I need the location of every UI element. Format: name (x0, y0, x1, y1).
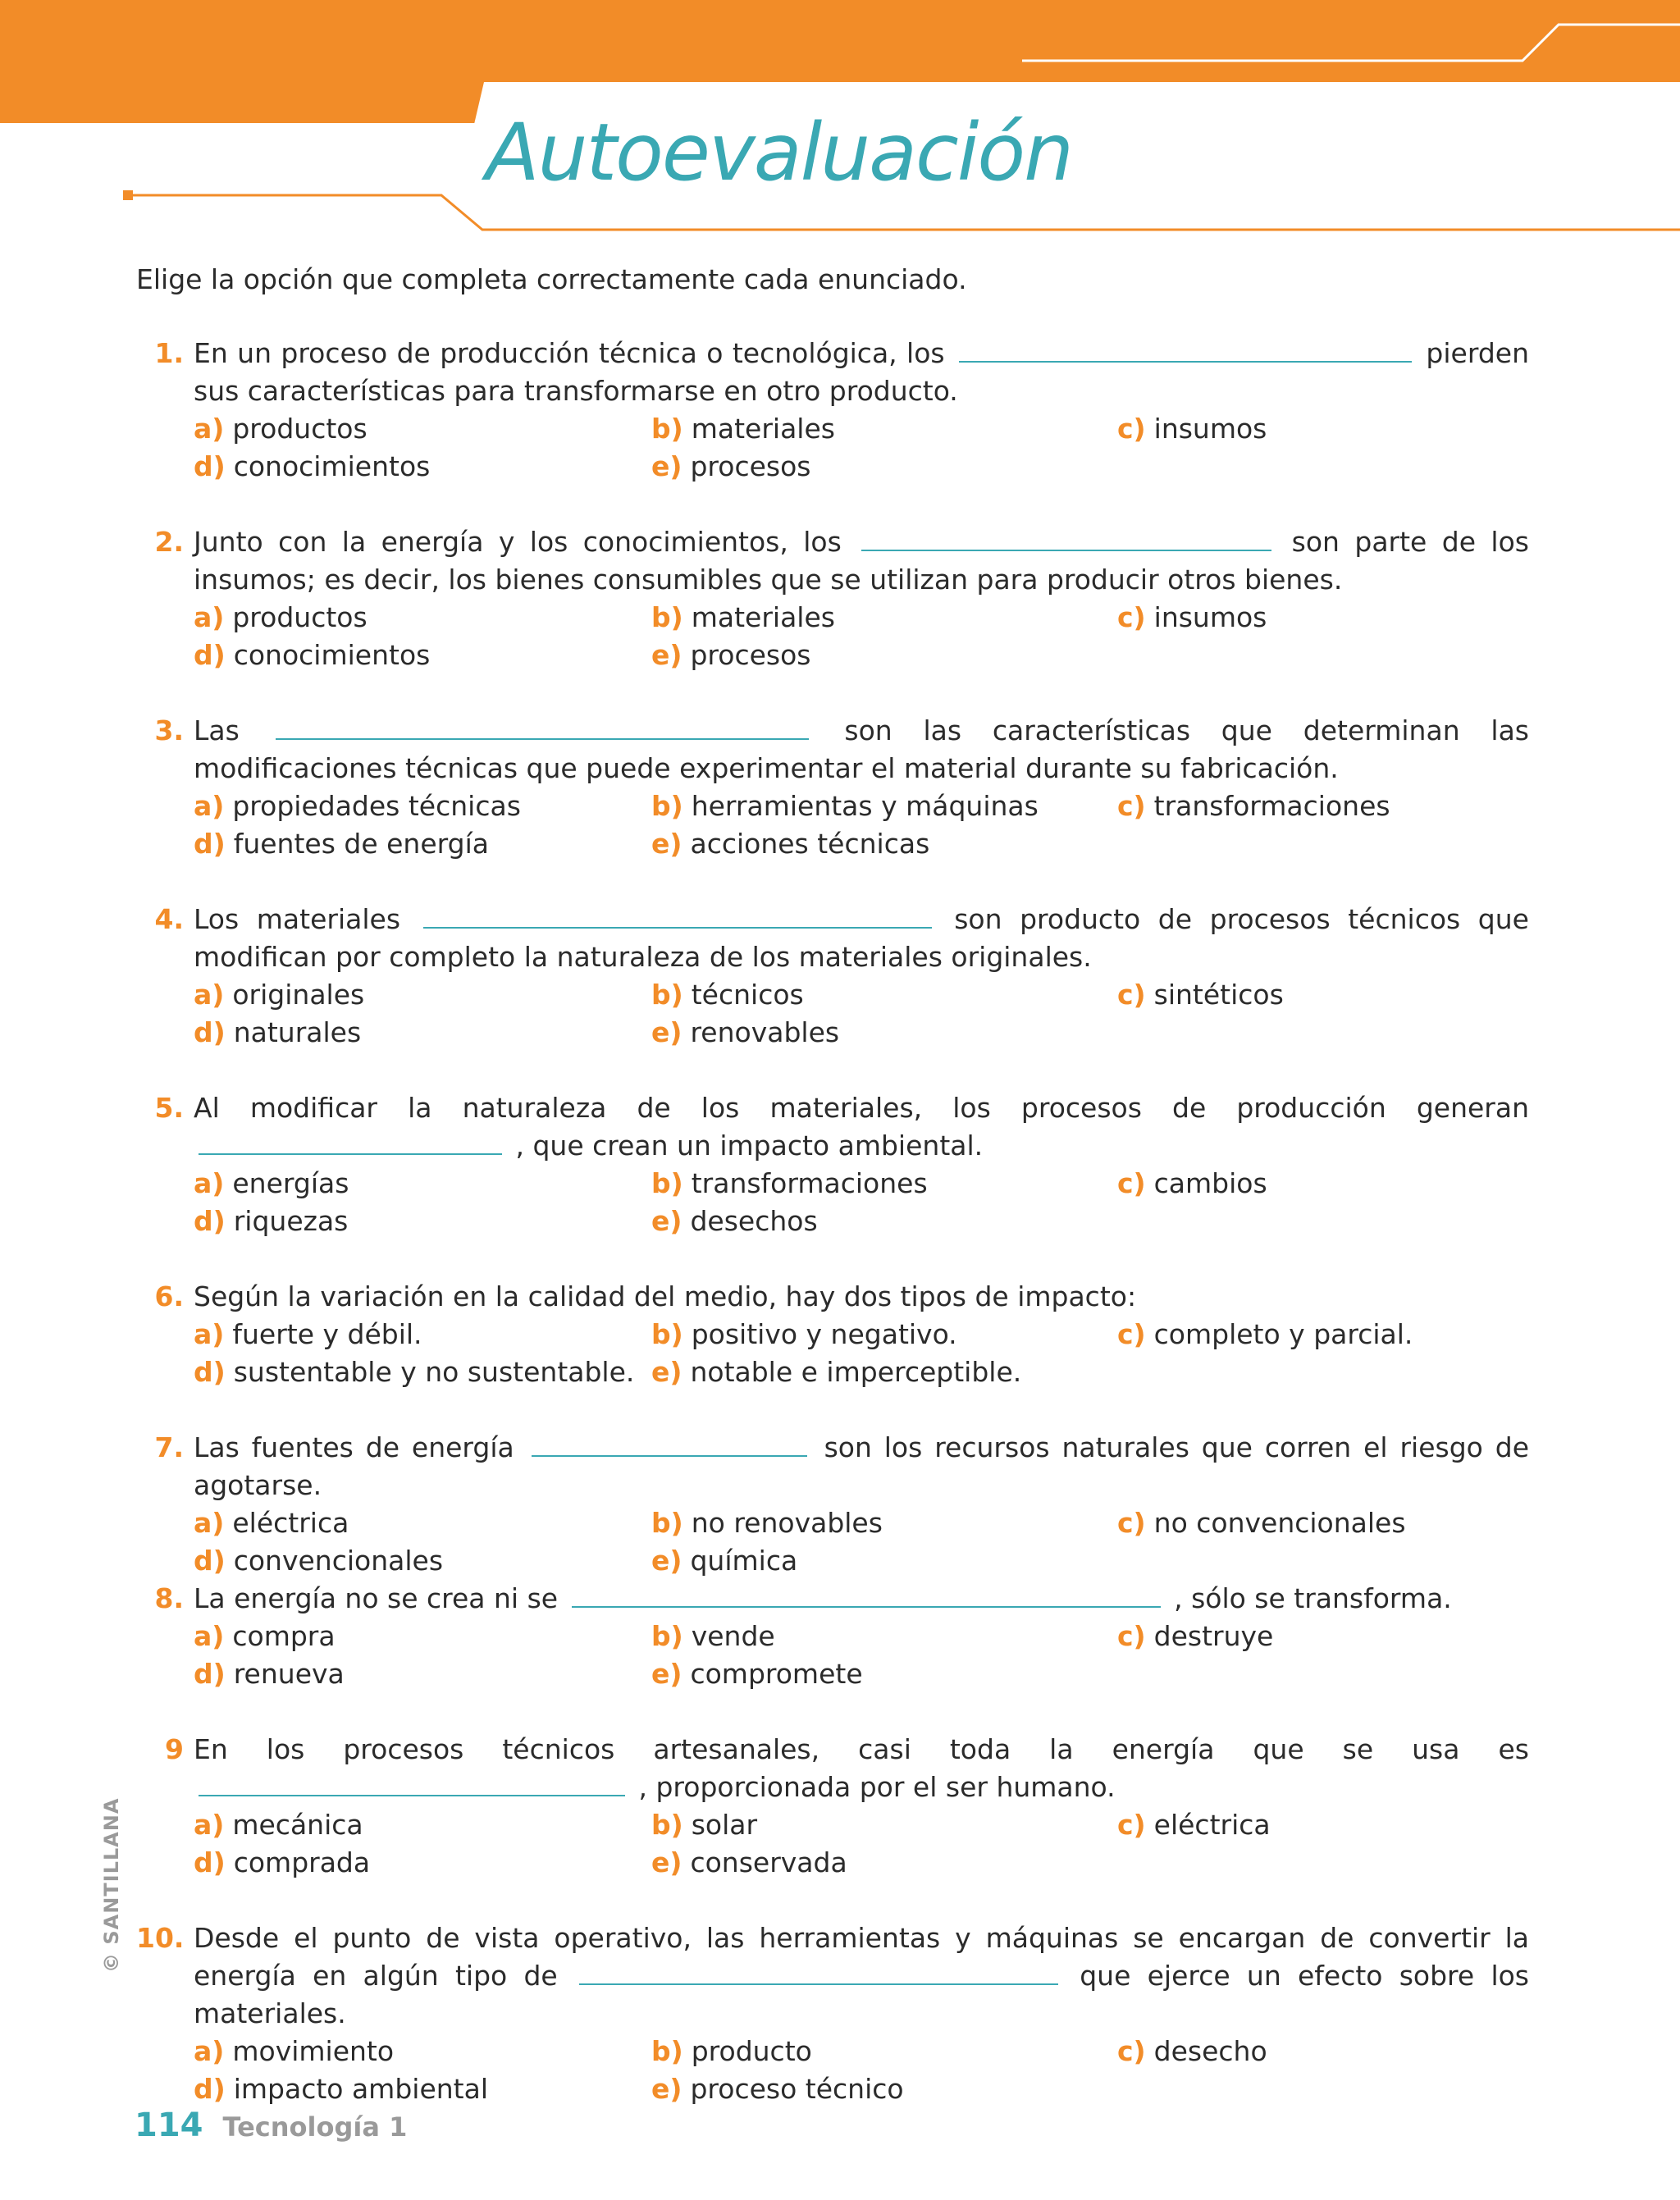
question-number: 4. (154, 903, 184, 935)
question-text: La energía no se crea ni se (194, 1582, 559, 1614)
option-e[interactable]: e) procesos (651, 450, 811, 482)
option-e[interactable]: e) compromete (651, 1658, 863, 1690)
copyright-notice: © SANTILLANA (100, 1797, 123, 1973)
question-4 (136, 901, 1529, 1052)
question-number: 2. (154, 526, 184, 558)
answer-blank[interactable] (579, 1959, 1058, 1985)
page-title: Autoevaluación (486, 107, 1072, 199)
question-7 (136, 1429, 1529, 1580)
option-a[interactable]: a) fuerte y débil. (194, 1318, 422, 1350)
option-d[interactable]: d) naturales (194, 1016, 362, 1048)
page-number: 114 (135, 2106, 203, 2144)
question-text: , que crean un impacto ambiental. (515, 1130, 984, 1162)
option-b[interactable]: b) herramientas y máquinas (651, 790, 1039, 822)
question-6 (136, 1278, 1529, 1391)
question-text: En los procesos técnicos artesanales, casi toda la energía que se usa es (194, 1733, 1529, 1765)
question-3 (136, 712, 1529, 863)
option-c[interactable]: c) transformaciones (1117, 790, 1390, 822)
option-d[interactable]: d) convencionales (194, 1545, 444, 1577)
option-d[interactable]: d) comprada (194, 1846, 371, 1878)
answer-blank[interactable] (861, 525, 1271, 551)
question-text: Al modificar la naturaleza de los materiales, los procesos de producción generan (194, 1092, 1529, 1124)
option-e[interactable]: e) notable e imperceptible. (651, 1356, 1022, 1388)
option-b[interactable]: b) materiales (651, 413, 835, 445)
question-text: Según la variación en la calidad del medio, hay dos tipos de impacto: (194, 1280, 1137, 1312)
page-footer (135, 2106, 407, 2144)
option-c[interactable]: c) insumos (1117, 601, 1267, 633)
option-a[interactable]: a) compra (194, 1620, 336, 1652)
option-a[interactable]: a) originales (194, 979, 365, 1011)
answer-blank[interactable] (199, 1129, 502, 1155)
question-text: son las características que determinan las modificaciones técnicas que puede experimentar el material durante su fabricación. (194, 714, 1529, 784)
question-number: 8. (154, 1582, 184, 1614)
option-c[interactable]: c) sintéticos (1117, 979, 1284, 1011)
option-c[interactable]: c) destruye (1117, 1620, 1274, 1652)
question-text: pierden sus características para transformarse en otro producto. (194, 337, 1529, 407)
question-9 (136, 1731, 1529, 1882)
question-number: 6. (154, 1280, 184, 1312)
option-e[interactable]: e) química (651, 1545, 798, 1577)
question-text: son producto de procesos técnicos que modifican por completo la naturaleza de los materiales originales. (194, 903, 1529, 973)
question-number: 1. (154, 337, 184, 369)
question-text: En un proceso de producción técnica o tecnológica, los (194, 337, 945, 369)
question-8 (136, 1580, 1529, 1693)
option-e[interactable]: e) conservada (651, 1846, 847, 1878)
answer-blank[interactable] (572, 1582, 1161, 1608)
question-text: Los materiales (194, 903, 401, 935)
question-text: Desde el punto de vista operativo, las herramientas y máquinas se encargan de convertir la energía en algún tipo de (194, 1922, 1529, 1992)
option-a[interactable]: a) energías (194, 1167, 349, 1199)
option-e[interactable]: e) proceso técnico (651, 2073, 904, 2105)
option-b[interactable]: b) solar (651, 1809, 758, 1841)
option-d[interactable]: d) riquezas (194, 1205, 349, 1237)
question-1 (136, 335, 1529, 486)
option-e[interactable]: e) renovables (651, 1016, 840, 1048)
option-d[interactable]: d) sustentable y no sustentable. (194, 1356, 635, 1388)
question-number: 3. (154, 714, 184, 746)
option-d[interactable]: d) conocimientos (194, 450, 431, 482)
option-c[interactable]: c) completo y parcial. (1117, 1318, 1413, 1350)
option-c[interactable]: c) desecho (1117, 2035, 1267, 2067)
question-text: Las fuentes de energía (194, 1431, 514, 1463)
option-c[interactable]: c) insumos (1117, 413, 1267, 445)
answer-blank[interactable] (959, 336, 1412, 363)
option-a[interactable]: a) mecánica (194, 1809, 363, 1841)
question-number: 10. (136, 1922, 185, 1954)
question-text: son los recursos naturales que corren el riesgo de agotarse. (194, 1431, 1529, 1501)
book-title: Tecnología 1 (222, 2111, 408, 2143)
option-c[interactable]: c) no convencionales (1117, 1507, 1406, 1539)
option-c[interactable]: c) eléctrica (1117, 1809, 1271, 1841)
option-b[interactable]: b) no renovables (651, 1507, 883, 1539)
question-text: , proporcionada por el ser humano. (638, 1771, 1116, 1803)
question-5 (136, 1089, 1529, 1240)
instructions: Elige la opción que completa correctamente cada enunciado. (136, 263, 967, 295)
option-d[interactable]: d) renueva (194, 1658, 345, 1690)
option-b[interactable]: b) positivo y negativo. (651, 1318, 957, 1350)
question-text: Las (194, 714, 240, 746)
option-a[interactable]: a) movimiento (194, 2035, 395, 2067)
option-d[interactable]: d) conocimientos (194, 639, 431, 671)
option-d[interactable]: d) impacto ambiental (194, 2073, 488, 2105)
option-b[interactable]: b) técnicos (651, 979, 804, 1011)
question-text: que ejerce un efecto sobre los materiales. (194, 1960, 1529, 2029)
answer-blank[interactable] (423, 902, 932, 929)
option-b[interactable]: b) transformaciones (651, 1167, 928, 1199)
option-e[interactable]: e) desechos (651, 1205, 818, 1237)
answer-blank[interactable] (199, 1770, 625, 1796)
question-text: Junto con la energía y los conocimientos, los (194, 526, 842, 558)
option-a[interactable]: a) propiedades técnicas (194, 790, 521, 822)
answer-blank[interactable] (276, 714, 809, 740)
option-a[interactable]: a) productos (194, 601, 368, 633)
option-b[interactable]: b) producto (651, 2035, 812, 2067)
option-b[interactable]: b) vende (651, 1620, 775, 1652)
answer-blank[interactable] (532, 1431, 807, 1457)
question-number: 9 (165, 1733, 184, 1765)
option-a[interactable]: a) productos (194, 413, 368, 445)
question-10 (136, 1919, 1529, 2108)
option-a[interactable]: a) eléctrica (194, 1507, 349, 1539)
option-d[interactable]: d) fuentes de energía (194, 828, 489, 860)
question-number: 7. (154, 1431, 184, 1463)
option-e[interactable]: e) procesos (651, 639, 811, 671)
option-e[interactable]: e) acciones técnicas (651, 828, 930, 860)
option-b[interactable]: b) materiales (651, 601, 835, 633)
question-number: 5. (154, 1092, 184, 1124)
question-text: son parte de los insumos; es decir, los bienes consumibles que se utilizan para producir otros bienes. (194, 526, 1529, 596)
option-c[interactable]: c) cambios (1117, 1167, 1267, 1199)
question-2 (136, 523, 1529, 674)
question-text: , sólo se transforma. (1174, 1582, 1452, 1614)
